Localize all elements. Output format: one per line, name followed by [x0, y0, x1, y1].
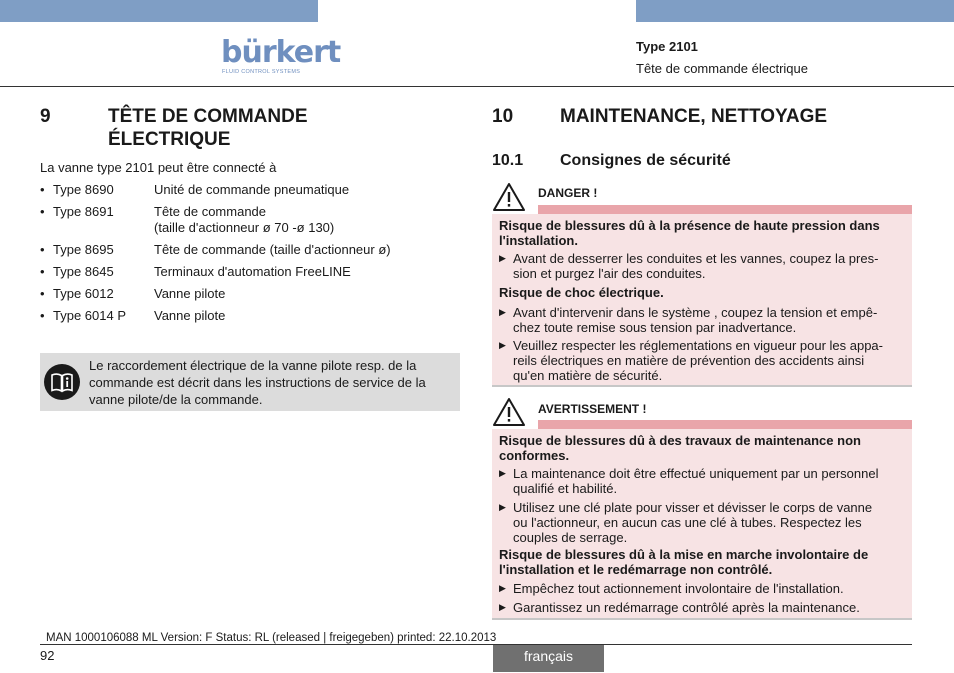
arrow-bullet-icon: ▶: [499, 602, 506, 612]
risk-line: Risque de blessures dû à des travaux de maintenance non: [499, 433, 861, 448]
info-note-text: [89, 357, 455, 408]
item-line: La maintenance doit être effectué uniquement par un personnel: [513, 466, 879, 481]
section-10-1-title: Consignes de sécurité: [560, 152, 731, 169]
arrow-bullet-icon: ▶: [499, 502, 506, 512]
risk-line: l'installation et le redémarrage non contrôlé.: [499, 562, 773, 577]
danger-item-2: [499, 305, 907, 335]
item-line: qualifié et habilité.: [513, 481, 618, 496]
section-10-1-number: 10.1: [492, 152, 524, 169]
bullet: •: [40, 286, 45, 301]
item-desc-line1: Tête de commande: [154, 204, 267, 219]
item-line: chez toute remise sous tension par inadvertance.: [513, 320, 797, 335]
warning-label: AVERTISSEMENT !: [538, 402, 647, 416]
risk-line: Risque de blessures dû à la mise en marche involontaire de: [499, 547, 869, 562]
item-type: Type 8691: [53, 204, 114, 219]
language-tab: français: [493, 645, 604, 672]
danger-box: [492, 214, 912, 385]
item-desc: Terminaux d'automation FreeLINE: [154, 264, 351, 279]
header-divider: [0, 86, 954, 87]
risk-line: Risque de blessures dû à la présence de haute pression dans: [499, 218, 880, 233]
warning-risk-2: [499, 547, 907, 577]
item-line: couples de serrage.: [513, 530, 628, 545]
document-info: MAN 1000106088 ML Version: F Status: RL (released | freigegeben) printed: 22.10.2013: [46, 632, 497, 644]
section-9-title-line2: ÉLECTRIQUE: [108, 129, 231, 150]
item-desc-line2: (taille d'actionneur ø 70 -ø 130): [154, 220, 335, 235]
arrow-bullet-icon: ▶: [499, 583, 506, 593]
arrow-bullet-icon: ▶: [499, 307, 506, 317]
document-subtitle: Tête de commande électrique: [636, 61, 808, 76]
warning-item-4: [499, 600, 907, 615]
item-line: Garantissez un redémarrage contrôlé après la maintenance.: [513, 600, 860, 615]
info-note: [40, 353, 460, 411]
footer-divider: [40, 644, 912, 645]
bullet: •: [40, 182, 45, 197]
document-type: Type 2101: [636, 39, 698, 54]
item-desc: [154, 204, 454, 236]
warning-bottom-rule: [492, 618, 912, 620]
bullet: •: [40, 242, 45, 257]
item-line: reils électriques en matière de prévention des accidents ainsi: [513, 353, 865, 368]
item-line: Avant d'intervenir dans le système , coupez la tension et empê-: [513, 305, 878, 320]
item-line: Empêchez tout actionnement involontaire de l'installation.: [513, 581, 844, 596]
warning-triangle-icon: [492, 397, 526, 427]
page-number: 92: [40, 648, 55, 663]
section-10-title: MAINTENANCE, NETTOYAGE: [560, 106, 828, 127]
item-desc: Vanne pilote: [154, 308, 226, 323]
header-bar-right: [636, 0, 954, 22]
section-9-title: [108, 105, 308, 151]
warning-item-3: [499, 581, 907, 596]
item-line: qu'en matière de sécurité.: [513, 368, 663, 383]
note-line: vanne pilote/de la commande.: [89, 392, 263, 407]
item-line: Utilisez une clé plate pour visser et dévisser le corps de vanne: [513, 500, 873, 515]
risk-line: l'installation.: [499, 233, 578, 248]
item-line: ou l'actionneur, en aucun cas une clé à tubes. Respectez les: [513, 515, 862, 530]
info-book-icon: [44, 364, 80, 400]
item-desc: Unité de commande pneumatique: [154, 182, 350, 197]
item-line: sion et purgez l'air des conduites.: [513, 266, 706, 281]
danger-label: DANGER !: [538, 186, 598, 200]
danger-item-1: [499, 251, 907, 281]
burkert-logo: [221, 35, 341, 80]
section-10-number: 10: [492, 106, 514, 127]
logo-wordmark: bürkert: [221, 35, 341, 70]
item-type: Type 6014 P: [53, 308, 126, 323]
note-line: Le raccordement électrique de la vanne pilote resp. de la: [89, 358, 417, 373]
arrow-bullet-icon: ▶: [499, 468, 506, 478]
danger-risk-1: [499, 218, 907, 248]
warning-triangle-icon: [492, 182, 526, 212]
section-9-number: 9: [40, 106, 51, 127]
danger-bottom-rule: [492, 385, 912, 387]
item-line: Avant de desserrer les conduites et les vannes, coupez la pres-: [513, 251, 879, 266]
logo-tagline: FLUID CONTROL SYSTEMS: [222, 69, 301, 75]
warning-box: [492, 429, 912, 618]
warning-item-2: [499, 500, 907, 545]
warning-item-1: [499, 466, 907, 496]
danger-stripe: [538, 205, 912, 214]
item-type: Type 8645: [53, 264, 114, 279]
bullet: •: [40, 204, 45, 219]
note-line: commande est décrit dans les instructions de service de la: [89, 375, 426, 390]
arrow-bullet-icon: ▶: [499, 253, 506, 263]
item-desc: Vanne pilote: [154, 286, 226, 301]
item-type: Type 8695: [53, 242, 114, 257]
danger-risk-2: Risque de choc électrique.: [499, 285, 664, 300]
item-line: Veuillez respecter les réglementations en vigueur pour les appa-: [513, 338, 883, 353]
header-bar-left: [0, 0, 318, 22]
item-type: Type 6012: [53, 286, 114, 301]
bullet: •: [40, 264, 45, 279]
item-type: Type 8690: [53, 182, 114, 197]
section-9-title-line1: TÊTE DE COMMANDE: [108, 106, 308, 127]
risk-line: conformes.: [499, 448, 570, 463]
warning-risk-1: [499, 433, 907, 463]
item-desc: Tête de commande (taille d'actionneur ø): [154, 242, 391, 257]
warning-stripe: [538, 420, 912, 429]
bullet: •: [40, 308, 45, 323]
arrow-bullet-icon: ▶: [499, 340, 506, 350]
section-9-intro: La vanne type 2101 peut être connecté à: [40, 160, 277, 175]
danger-item-3: [499, 338, 907, 383]
